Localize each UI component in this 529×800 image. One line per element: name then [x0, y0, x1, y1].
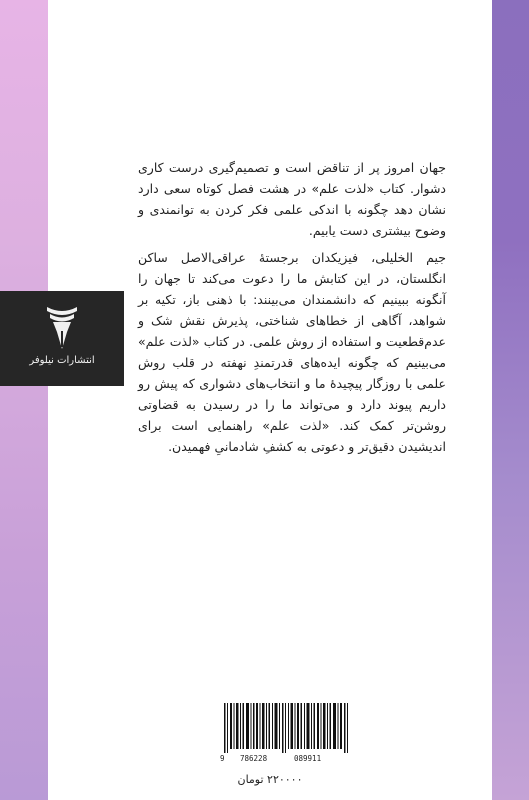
description-paragraph: جهان امروز پر از تناقض است و تصمیم‌گیری درست کاری دشوار. کتاب «لذت علم» در هشت فصل کوتاه سعی دارد نشان دهد چگونه با اندکی علمی فکر کردن به توانمندی و وضوح بیشتری دست یابیم. — [138, 160, 446, 238]
price-label: ۲۲۰۰۰۰ تومان — [237, 773, 303, 786]
pen-nib-icon — [45, 305, 79, 353]
description-paragraph: جیم الخلیلی، فیزیکدان برجستهٔ عراقی‌الاصل ساکن انگلستان، در این کتابش ما را دعوت می‌کند تا جهان را آنگونه ببینیم که دانشمندان می‌بینند: با ذهنی باز، تکیه بر شواهد، آگاهی از خطاهای شناختی، پذیرش نقش شک و عدم‌قطعیت و استفاده از روش علمی. در کتاب «لذت علم» می‌بینیم که چگونه ایده‌های قدرتمندِ نهفته در قلب روش علمی با روزگار پیچیدهٔ ما و انتخاب‌های دشواری که پیش رو داریم پیوند دارد و می‌تواند ما را در رسیدن به قضاوتی روشن‌تر کمک کند. «لذت علم» راهنمایی است برای اندیشیدن دقیق‌تر و دعوتی به کشفِ شادمانیِ فهمیدن. — [138, 250, 446, 454]
left-color-strip — [0, 0, 48, 800]
isbn-digit-group: 9 — [220, 754, 225, 763]
publisher-name: انتشارات نیلوفر — [29, 355, 95, 366]
back-cover-description — [138, 157, 446, 463]
isbn-digit-group: 089911 — [294, 754, 322, 763]
isbn-digit-group: 786228 — [240, 754, 268, 763]
barcode-bars — [220, 703, 356, 753]
right-color-strip — [492, 0, 529, 800]
isbn-barcode — [220, 703, 356, 764]
isbn-number — [220, 754, 356, 764]
